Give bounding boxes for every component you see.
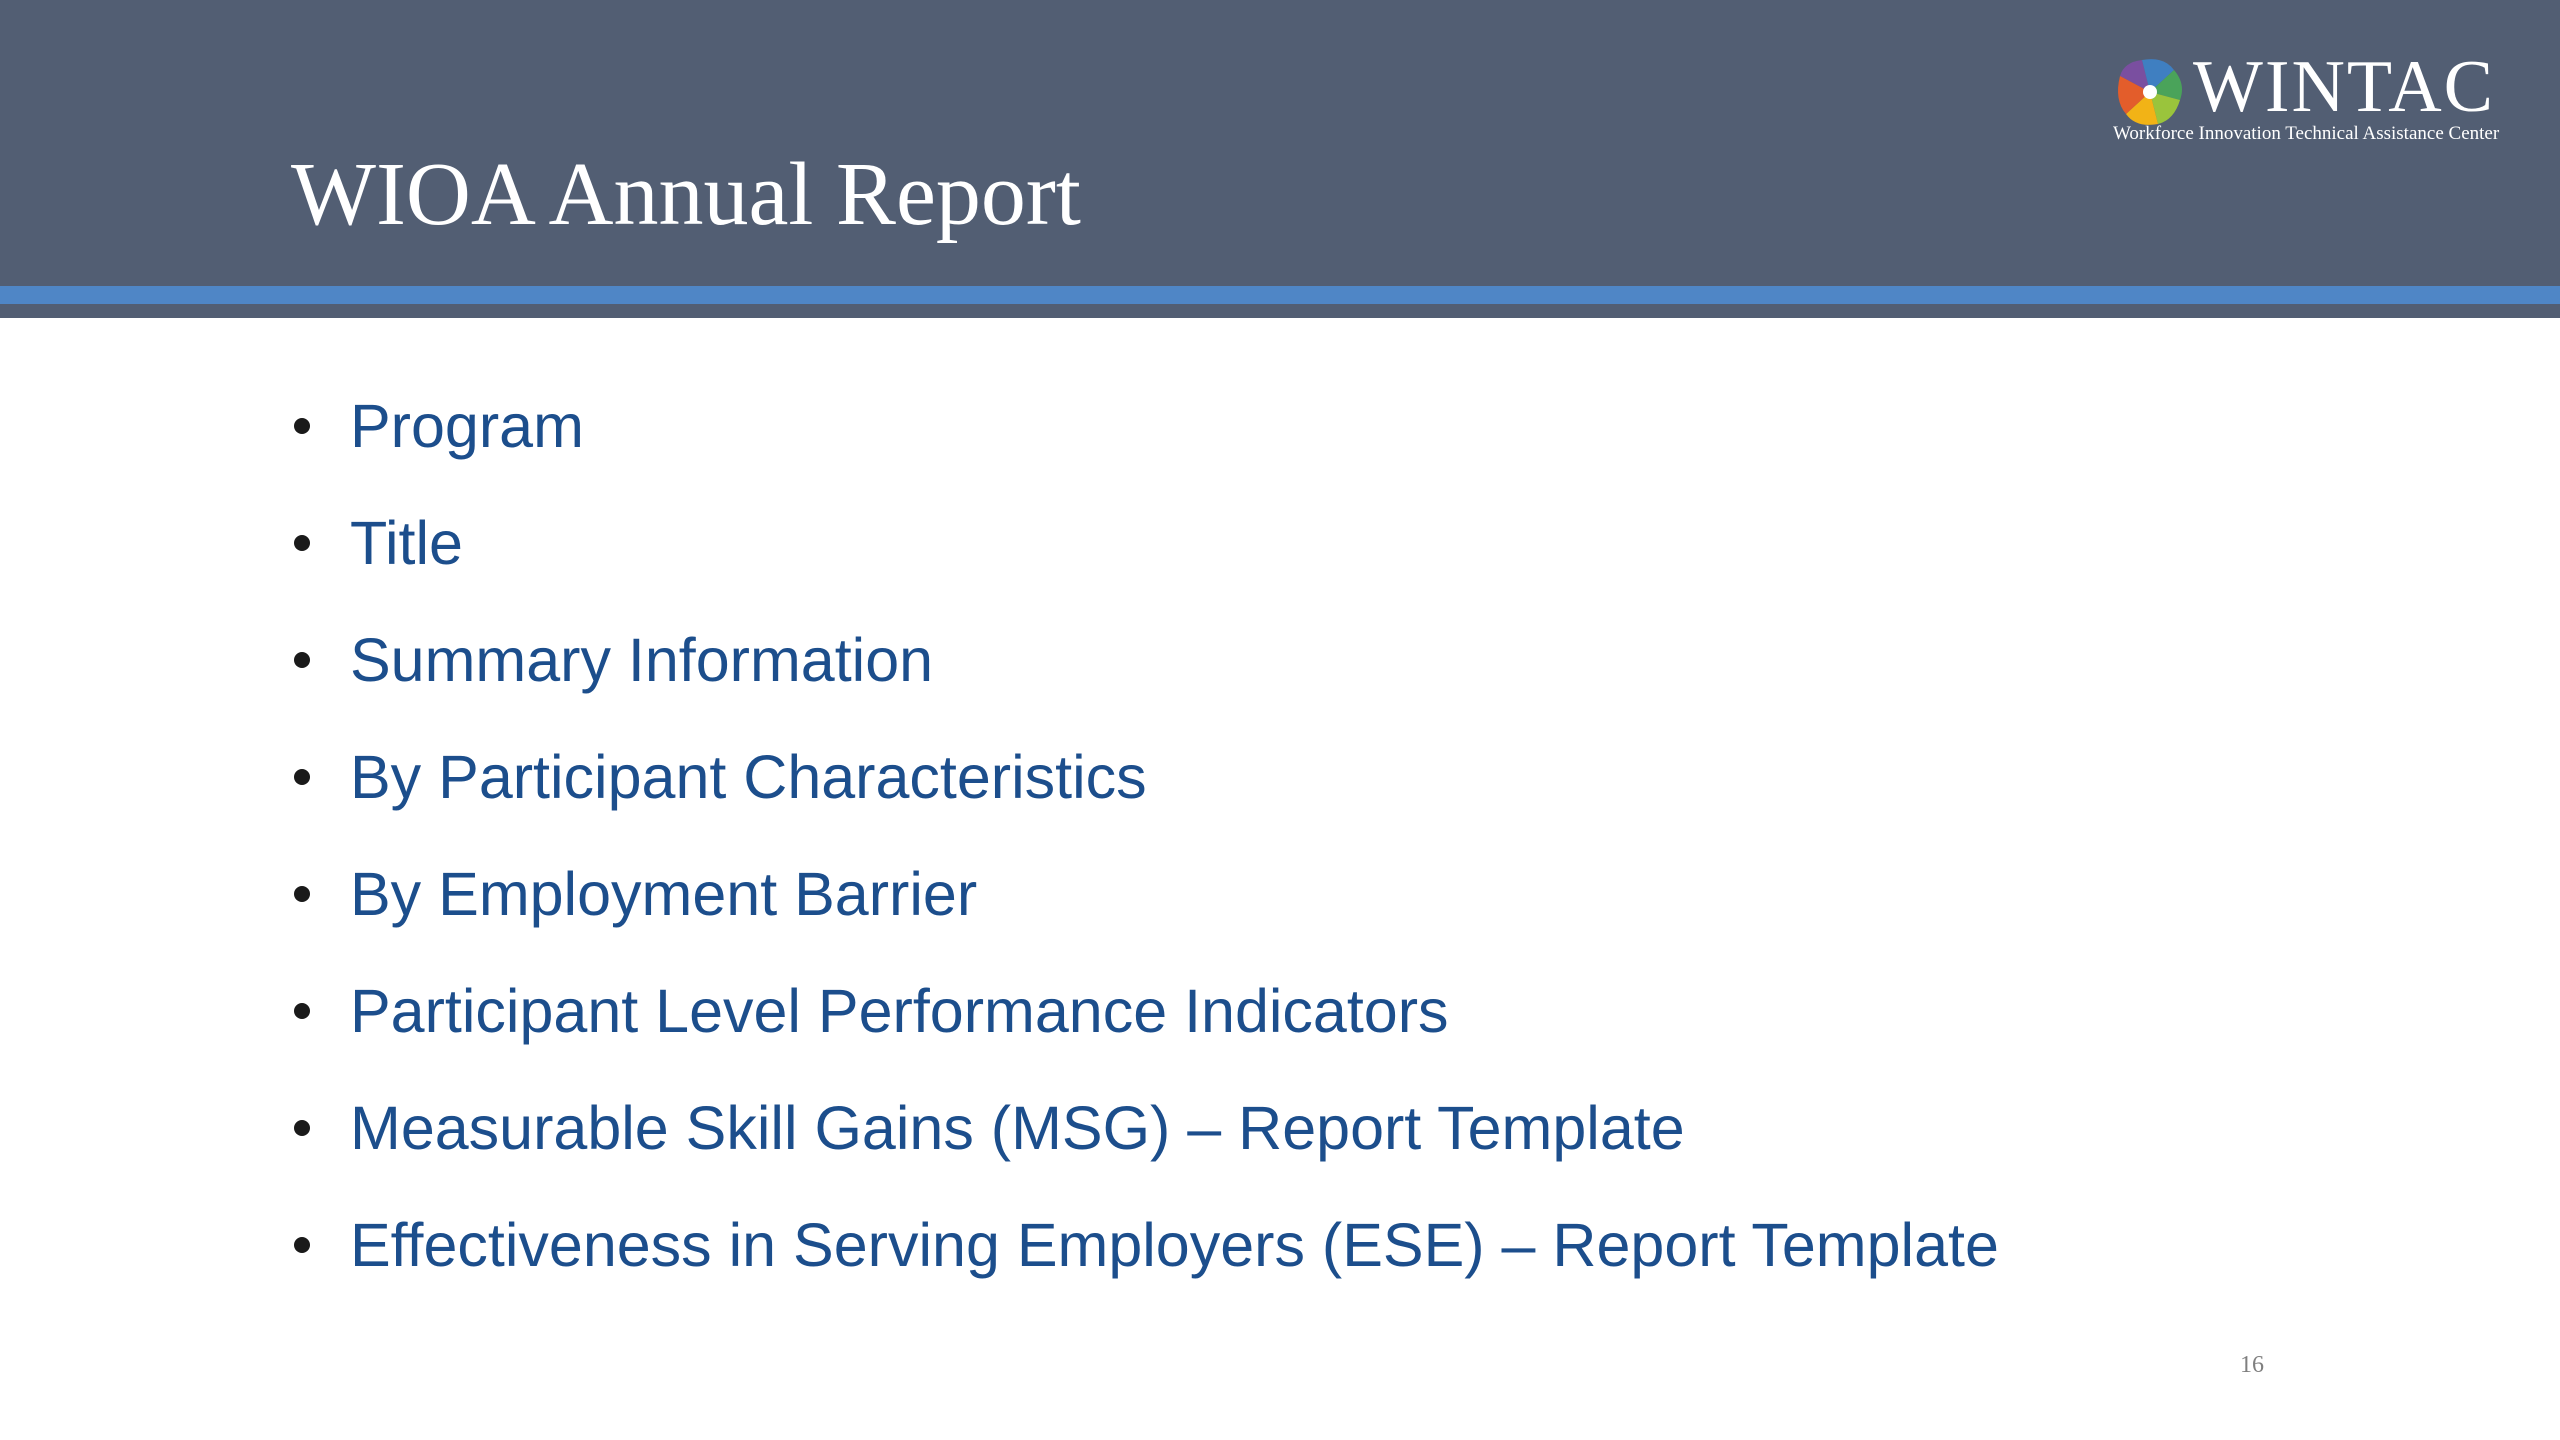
- list-item: [290, 719, 1999, 836]
- list-item-text: Measurable Skill Gains (MSG) – Report Template: [350, 1094, 1685, 1162]
- bullet-icon: [294, 652, 310, 668]
- list-item-text: Summary Information: [350, 626, 934, 694]
- list-item-text: Program: [350, 392, 584, 460]
- list-item: [290, 1070, 1999, 1187]
- list-item-text: Title: [350, 509, 463, 577]
- list-item-text: By Participant Characteristics: [350, 743, 1147, 811]
- list-item: [290, 836, 1999, 953]
- list-item: [290, 485, 1999, 602]
- bullet-icon: [294, 1237, 310, 1253]
- list-item-text: By Employment Barrier: [350, 860, 978, 928]
- bullet-icon: [294, 418, 310, 434]
- header-accent-stripe: [0, 286, 2560, 304]
- slide-page-number: 16: [2240, 1352, 2264, 1378]
- list-item-text: Effectiveness in Serving Employers (ESE) – Report Template: [350, 1211, 1999, 1279]
- pinwheel-logo-icon: [2112, 54, 2188, 130]
- bullet-list: [290, 368, 1999, 1304]
- list-item: [290, 368, 1999, 485]
- bullet-icon: [294, 535, 310, 551]
- bullet-icon: [294, 886, 310, 902]
- slide-title: WIOA Annual Report: [291, 145, 1081, 244]
- list-item-text: Participant Level Performance Indicators: [350, 977, 1449, 1045]
- bullet-icon: [294, 769, 310, 785]
- wintac-logo: [2095, 44, 2535, 154]
- list-item: [290, 602, 1999, 719]
- logo-tagline: Workforce Innovation Technical Assistance Center: [2113, 123, 2500, 144]
- bullet-icon: [294, 1003, 310, 1019]
- list-item: [290, 1187, 1999, 1304]
- logo-wordmark: WINTAC: [2193, 46, 2496, 128]
- list-item: [290, 953, 1999, 1070]
- bullet-icon: [294, 1120, 310, 1136]
- header-bottom-band: [0, 304, 2560, 318]
